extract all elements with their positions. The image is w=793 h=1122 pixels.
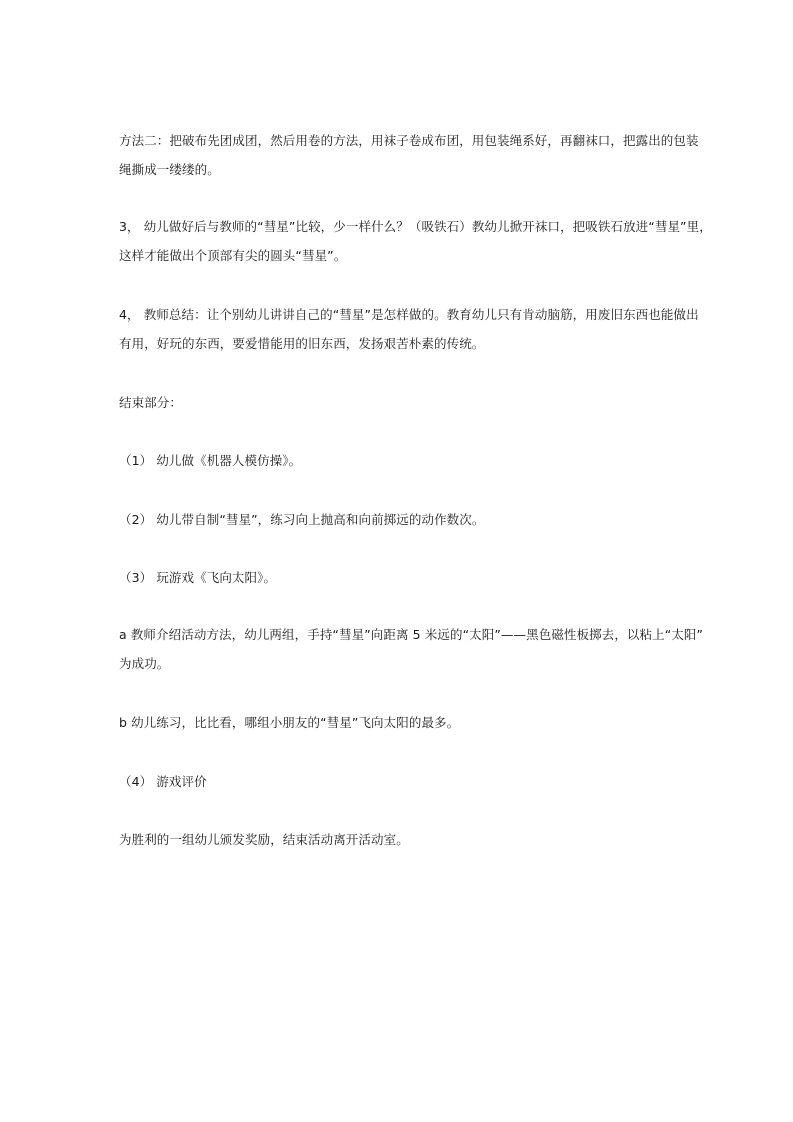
paragraph-line: a 教师介绍活动方法，幼儿两组，手持“彗星”向距离 5 米远的“太阳”——黑色磁性板掷去，以粘上“太阳”	[119, 627, 704, 642]
list-item-ending-4	[119, 767, 679, 796]
paragraph-line: 有用，好玩的东西，要爱惜能用的旧东西，发扬艰苦朴素的传统。	[119, 336, 485, 351]
paragraph-line: b 幼儿练习，比比看，哪组小朋友的“彗星”飞向太阳的最多。	[119, 715, 460, 730]
paragraph-line: 3， 幼儿做好后与教师的“彗星”比较，少一样什么？（吸铁石）教幼儿掀开袜口，把吸铁石放进“彗星”里，	[119, 219, 712, 234]
paragraph-step-4	[119, 300, 699, 358]
paragraph-award	[119, 825, 679, 854]
list-item-ending-2	[119, 505, 679, 534]
paragraph-step-3	[119, 212, 712, 270]
paragraph-line: 绳撕成一缕缕的。	[119, 162, 220, 177]
paragraph-game-a	[119, 620, 704, 678]
paragraph-method-two	[119, 126, 699, 184]
paragraph-line: 4， 教师总结：让个别幼儿讲讲自己的“彗星”是怎样做的。教育幼儿只有肯动脑筋，用废旧东西也能做出	[119, 307, 699, 322]
paragraph-line: 这样才能做出个顶部有尖的圆头“彗星”。	[119, 248, 347, 263]
paragraph-line: （3） 玩游戏《飞向太阳》。	[119, 570, 277, 585]
paragraph-line: 方法二：把破布先团成团，然后用卷的方法，用袜子卷成布团，用包装绳系好，再翻袜口，把露出的包装	[119, 133, 699, 148]
section-heading-ending	[119, 388, 679, 417]
paragraph-line: （1） 幼儿做《机器人模仿操》。	[119, 453, 302, 468]
paragraph-line: 为成功。	[119, 656, 170, 671]
paragraph-line: 结束部分：	[119, 395, 183, 410]
paragraph-line: （2） 幼儿带自制“彗星”，练习向上抛高和向前掷远的动作数次。	[119, 512, 485, 527]
paragraph-line: （4） 游戏评价	[119, 774, 207, 789]
paragraph-game-b	[119, 708, 679, 737]
list-item-ending-3	[119, 563, 679, 592]
paragraph-line: 为胜利的一组幼儿颁发奖励，结束活动离开活动室。	[119, 832, 409, 847]
list-item-ending-1	[119, 446, 679, 475]
